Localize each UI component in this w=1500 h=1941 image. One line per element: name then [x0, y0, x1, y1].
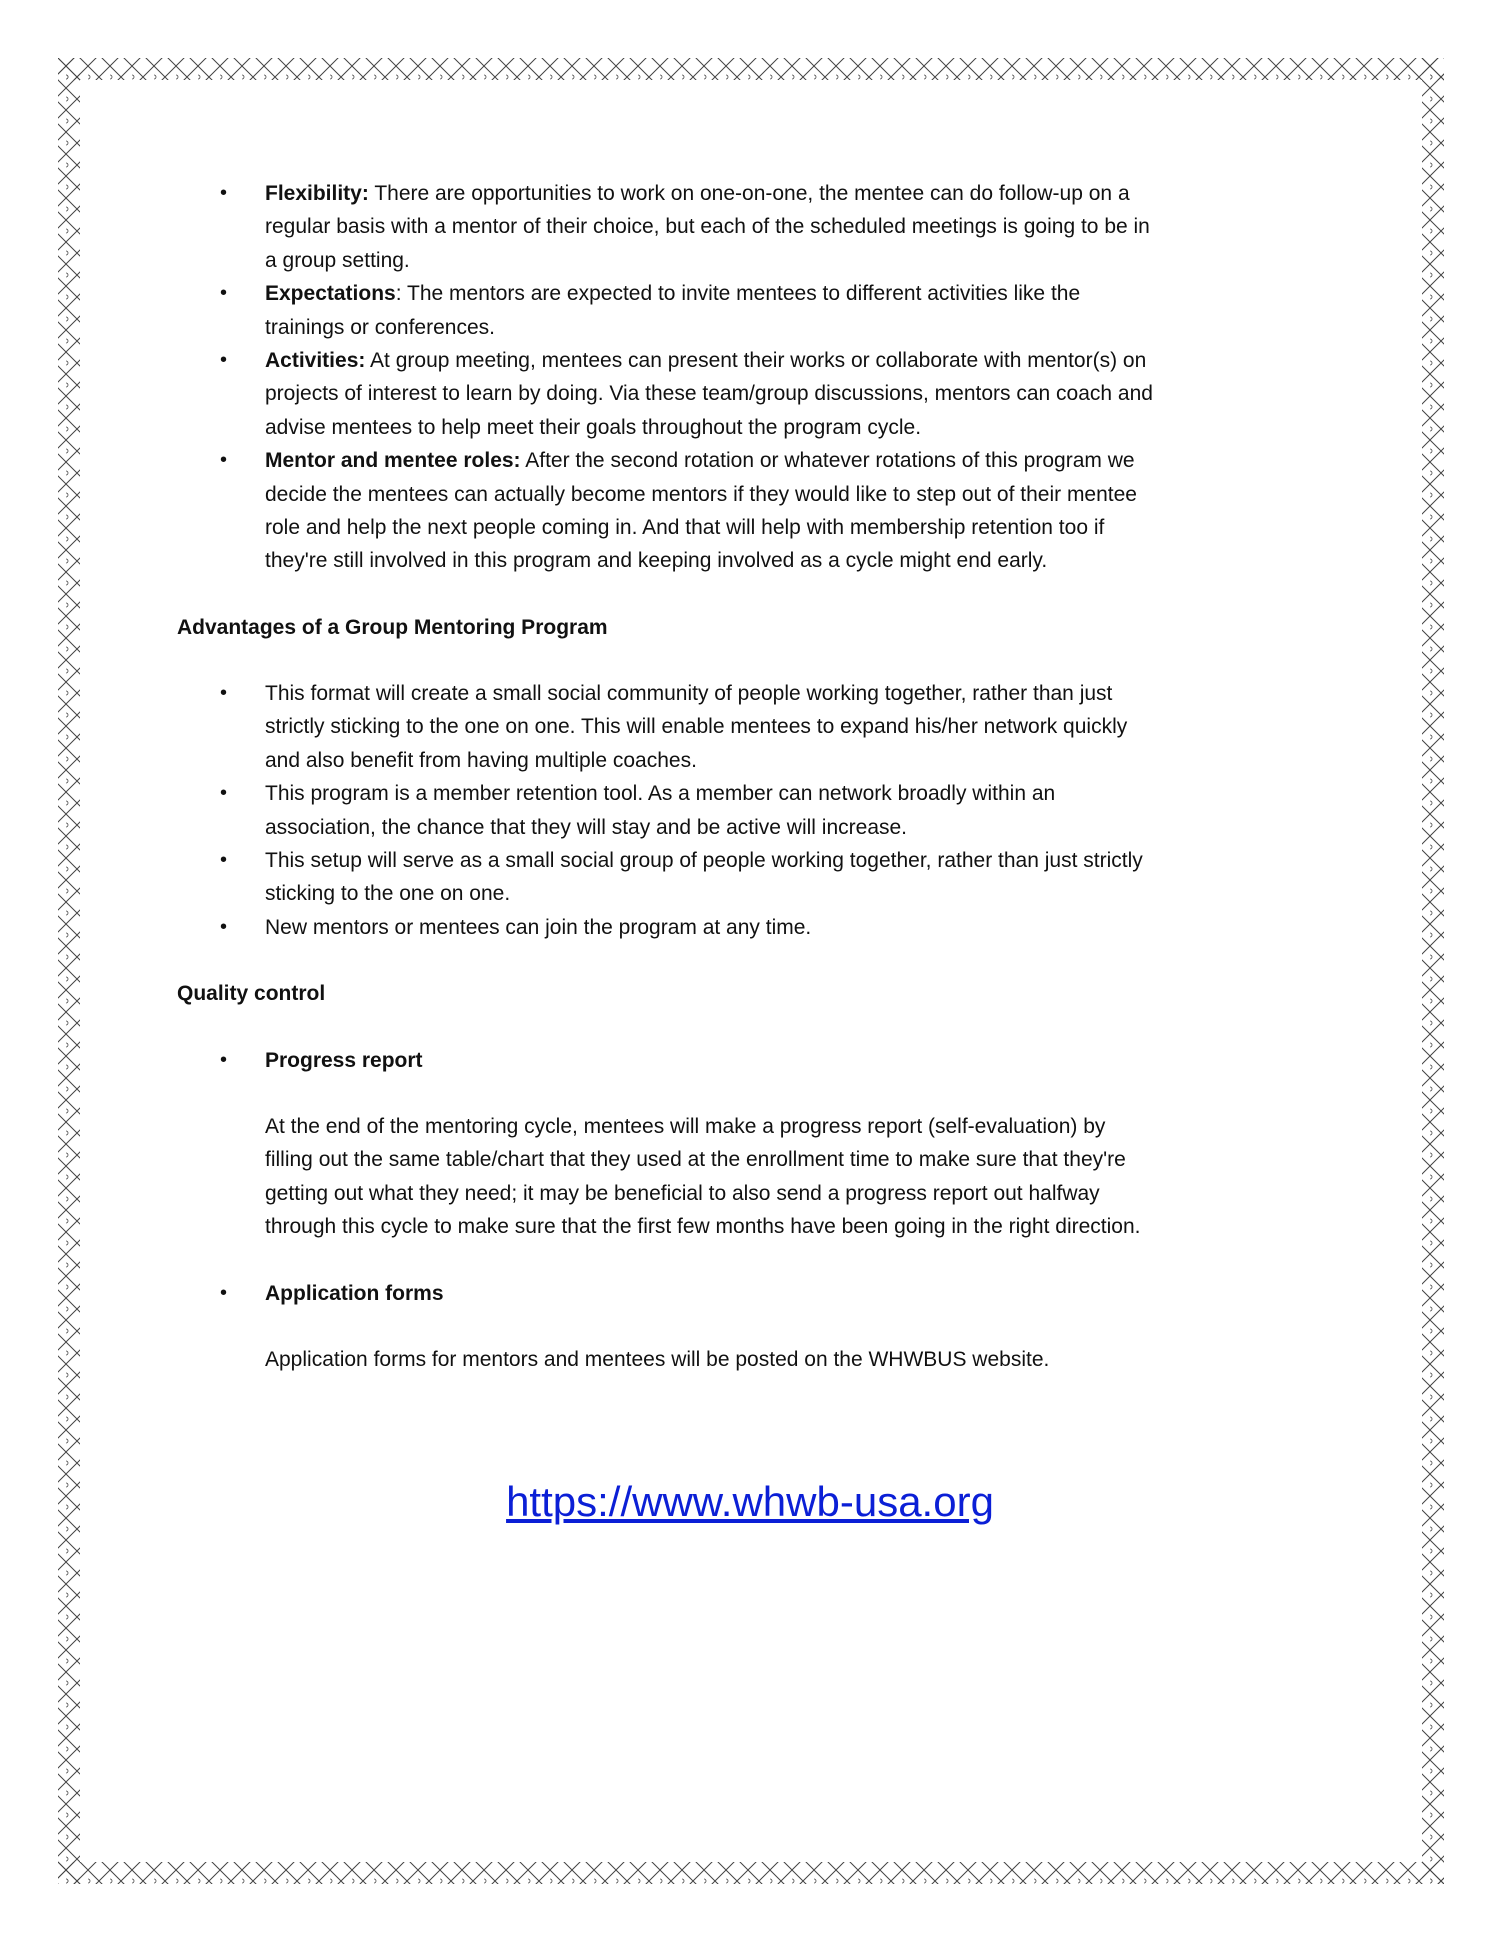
bullet-application-forms — [177, 1277, 1347, 1310]
bullet-label: Flexibility: — [265, 182, 369, 205]
bullet-icon: • — [220, 1281, 228, 1304]
bullet-progress-report — [177, 1044, 1347, 1077]
text-line: trainings or conferences. — [265, 315, 495, 339]
text-line: decide the mentees can actually become mentors if they would like to step out of their mentee — [265, 482, 1137, 506]
bullet-icon: • — [220, 782, 228, 805]
text-line: advise mentees to help meet their goals throughout the program cycle. — [265, 415, 922, 439]
text-line: association, the chance that they will stay and be active will increase. — [265, 815, 908, 839]
bullet-advantage — [177, 777, 1347, 844]
bullet-icon: • — [220, 449, 228, 472]
text-line: strictly sticking to the one on one. This will enable mentees to expand his/her network quickly — [265, 715, 1128, 739]
section-heading-quality-control: Quality control — [177, 982, 326, 1006]
bullet-icon: • — [220, 348, 228, 371]
bullet-icon: • — [220, 182, 228, 204]
text-line: There are opportunities to work on one-on-one, the mentee can do follow-up on a — [368, 182, 1130, 205]
bullet-label: Progress report — [265, 1048, 423, 1072]
text-line: New mentors or mentees can join the program at any time. — [265, 915, 812, 939]
text-line: they're still involved in this program and keeping involved as a cycle might end early. — [265, 549, 1048, 573]
bullet-label: Activities: — [265, 348, 366, 372]
bullet-icon: • — [220, 1048, 228, 1071]
text-line: This setup will serve as a small social group of people working together, rather than just strictly — [265, 849, 1143, 873]
bullet-label: Expectations — [265, 282, 396, 306]
text-line: Application forms for mentors and mentees will be posted on the WHWBUS website. — [265, 1347, 1050, 1371]
text-line: a group setting. — [265, 248, 410, 272]
bullet-advantage — [177, 844, 1347, 911]
text-line: and also benefit from having multiple coaches. — [265, 748, 697, 772]
bullet-label: Application forms — [265, 1281, 444, 1305]
text-line: After the second rotation or whatever rotations of this program we — [520, 449, 1135, 473]
application-forms-paragraph — [177, 1343, 1347, 1376]
text-line: This program is a member retention tool. As a member can network broadly within an — [265, 782, 1056, 806]
bullet-label: Mentor and mentee roles: — [265, 449, 521, 473]
bullet-mentor-roles — [177, 444, 1347, 578]
text-line: filling out the same table/chart that they used at the enrollment time to make sure that they're — [265, 1148, 1126, 1172]
progress-report-paragraph — [177, 1110, 1347, 1244]
text-line: projects of interest to learn by doing. Via these team/group discussions, mentors can coach and — [265, 382, 1153, 406]
text-line: through this cycle to make sure that the first few months have been going in the right direction. — [265, 1215, 1141, 1239]
text-line: : The mentors are expected to invite mentees to different activities like the — [395, 282, 1081, 306]
bullet-flexibility — [177, 177, 1347, 277]
text-line: getting out what they need; it may be beneficial to also send a progress report out halfway — [265, 1181, 1100, 1205]
document-body — [177, 177, 1347, 1376]
bullet-expectations — [177, 277, 1347, 344]
text-line: regular basis with a mentor of their choice, but each of the scheduled meetings is going to be in — [265, 215, 1150, 239]
bullet-advantage — [177, 911, 1347, 944]
bullet-icon: • — [220, 282, 228, 305]
text-line: This format will create a small social community of people working together, rather than just — [265, 682, 1113, 706]
text-line: At group meeting, mentees can present their works or collaborate with mentor(s) on — [365, 348, 1147, 372]
bullet-icon: • — [220, 849, 228, 872]
text-line: sticking to the one on one. — [265, 882, 511, 906]
bullet-icon: • — [220, 915, 228, 938]
bullet-advantage — [177, 677, 1347, 777]
text-line: role and help the next people coming in. And that will help with membership retention too if — [265, 515, 1105, 539]
section-heading-advantages: Advantages of a Group Mentoring Program — [177, 615, 608, 639]
website-link-container — [0, 1478, 1500, 1526]
bullet-icon: • — [220, 682, 228, 705]
website-link[interactable]: https://www.whwb-usa.org — [506, 1478, 994, 1525]
bullet-activities — [177, 344, 1347, 444]
text-line: At the end of the mentoring cycle, mentees will make a progress report (self-evaluation) by — [265, 1114, 1106, 1138]
